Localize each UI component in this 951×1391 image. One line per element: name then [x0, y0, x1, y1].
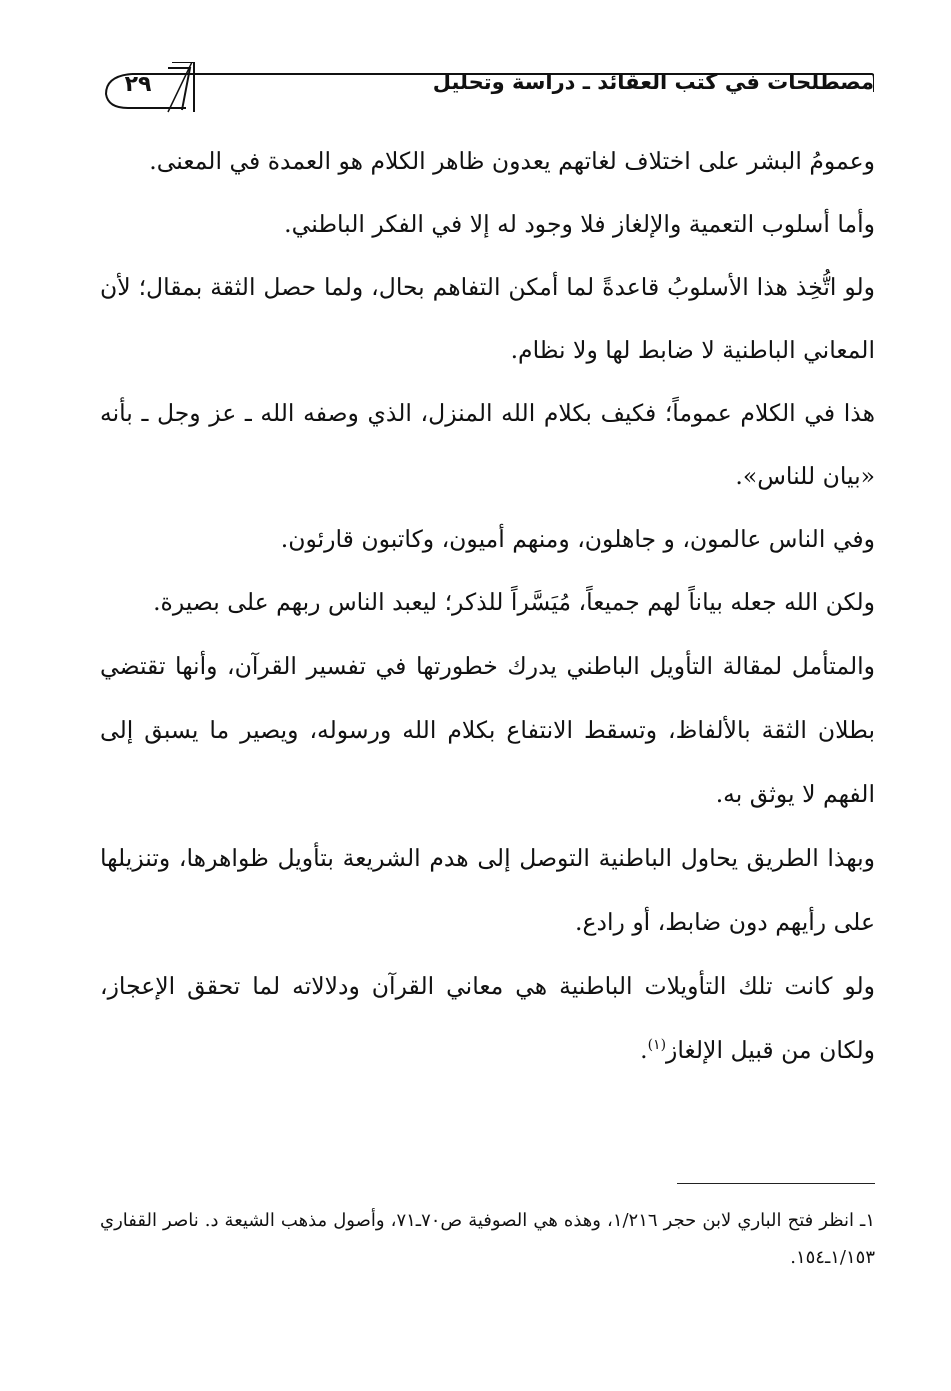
paragraph-6: ولكن الله جعله بياناً لهم جميعاً، مُيَسَّراً للذكر؛ ليعبد الناس ربهم على بصيرة.: [153, 588, 875, 616]
body-text: [100, 130, 875, 1082]
page-header: [102, 62, 874, 114]
paragraph-9-text: ولو كانت تلك التأويلات الباطنية هي معاني القرآن ودلالاته لما تحقق الإعجاز، ولكان من قبيل الإلغاز: [100, 972, 875, 1064]
paragraph-3: ولو اتُّخِذ هذا الأسلوبُ قاعدةً لما أمكن التفاهم بحال، ولما حصل الثقة بمقال؛ لأن المعاني الباطنية لا ضابط لها ولا نظام.: [100, 273, 875, 364]
paragraph-2: وأما أسلوب التعمية والإلغاز فلا وجود له إلا في الفكر الباطني.: [284, 210, 875, 238]
footnote-reference[interactable]: (١): [647, 1037, 667, 1054]
paragraph-9-end: .: [640, 1036, 648, 1064]
paragraph-4: هذا في الكلام عموماً؛ فكيف بكلام الله المنزل، الذي وصفه الله ـ عز وجل ـ بأنه «بيان للناس».: [100, 399, 875, 490]
paragraph-9: [100, 954, 875, 1082]
paragraph-8: وبهذا الطريق يحاول الباطنية التوصل إلى هدم الشريعة بتأويل ظواهرها، وتنزيلها على رأيهم دون ضابط، أو رادع.: [100, 844, 875, 936]
footnote: ١ـ انظر فتح الباري لابن حجر ١/٢١٦، وهذه هي الصوفية ص٧٠ـ٧١، وأصول مذهب الشيعة د. ناصر القفاري ١/١٥٣ـ١٥٤.: [100, 1210, 875, 1268]
running-title: مصطلحات في كتب العقائد ـ دراسة وتحليل: [432, 70, 874, 94]
paragraph-5: وفي الناس عالمون، و جاهلون، ومنهم أميون، وكاتبون قارئون.: [280, 525, 875, 553]
page-number: ٢٩: [124, 72, 152, 97]
paragraph-7: والمتأمل لمقالة التأويل الباطني يدرك خطورتها في تفسير القرآن، وأنها تقتضي بطلان الثقة بالألفاظ، وتسقط الانتفاع بكلام الله ورسوله، ويصير ما يسبق إلى الفهم لا يوثق به.: [100, 652, 875, 808]
footnote-divider: [677, 1183, 875, 1184]
paragraph-1: وعمومُ البشر على اختلاف لغاتهم يعدون ظاهر الكلام هو العمدة في المعنى.: [149, 147, 875, 175]
